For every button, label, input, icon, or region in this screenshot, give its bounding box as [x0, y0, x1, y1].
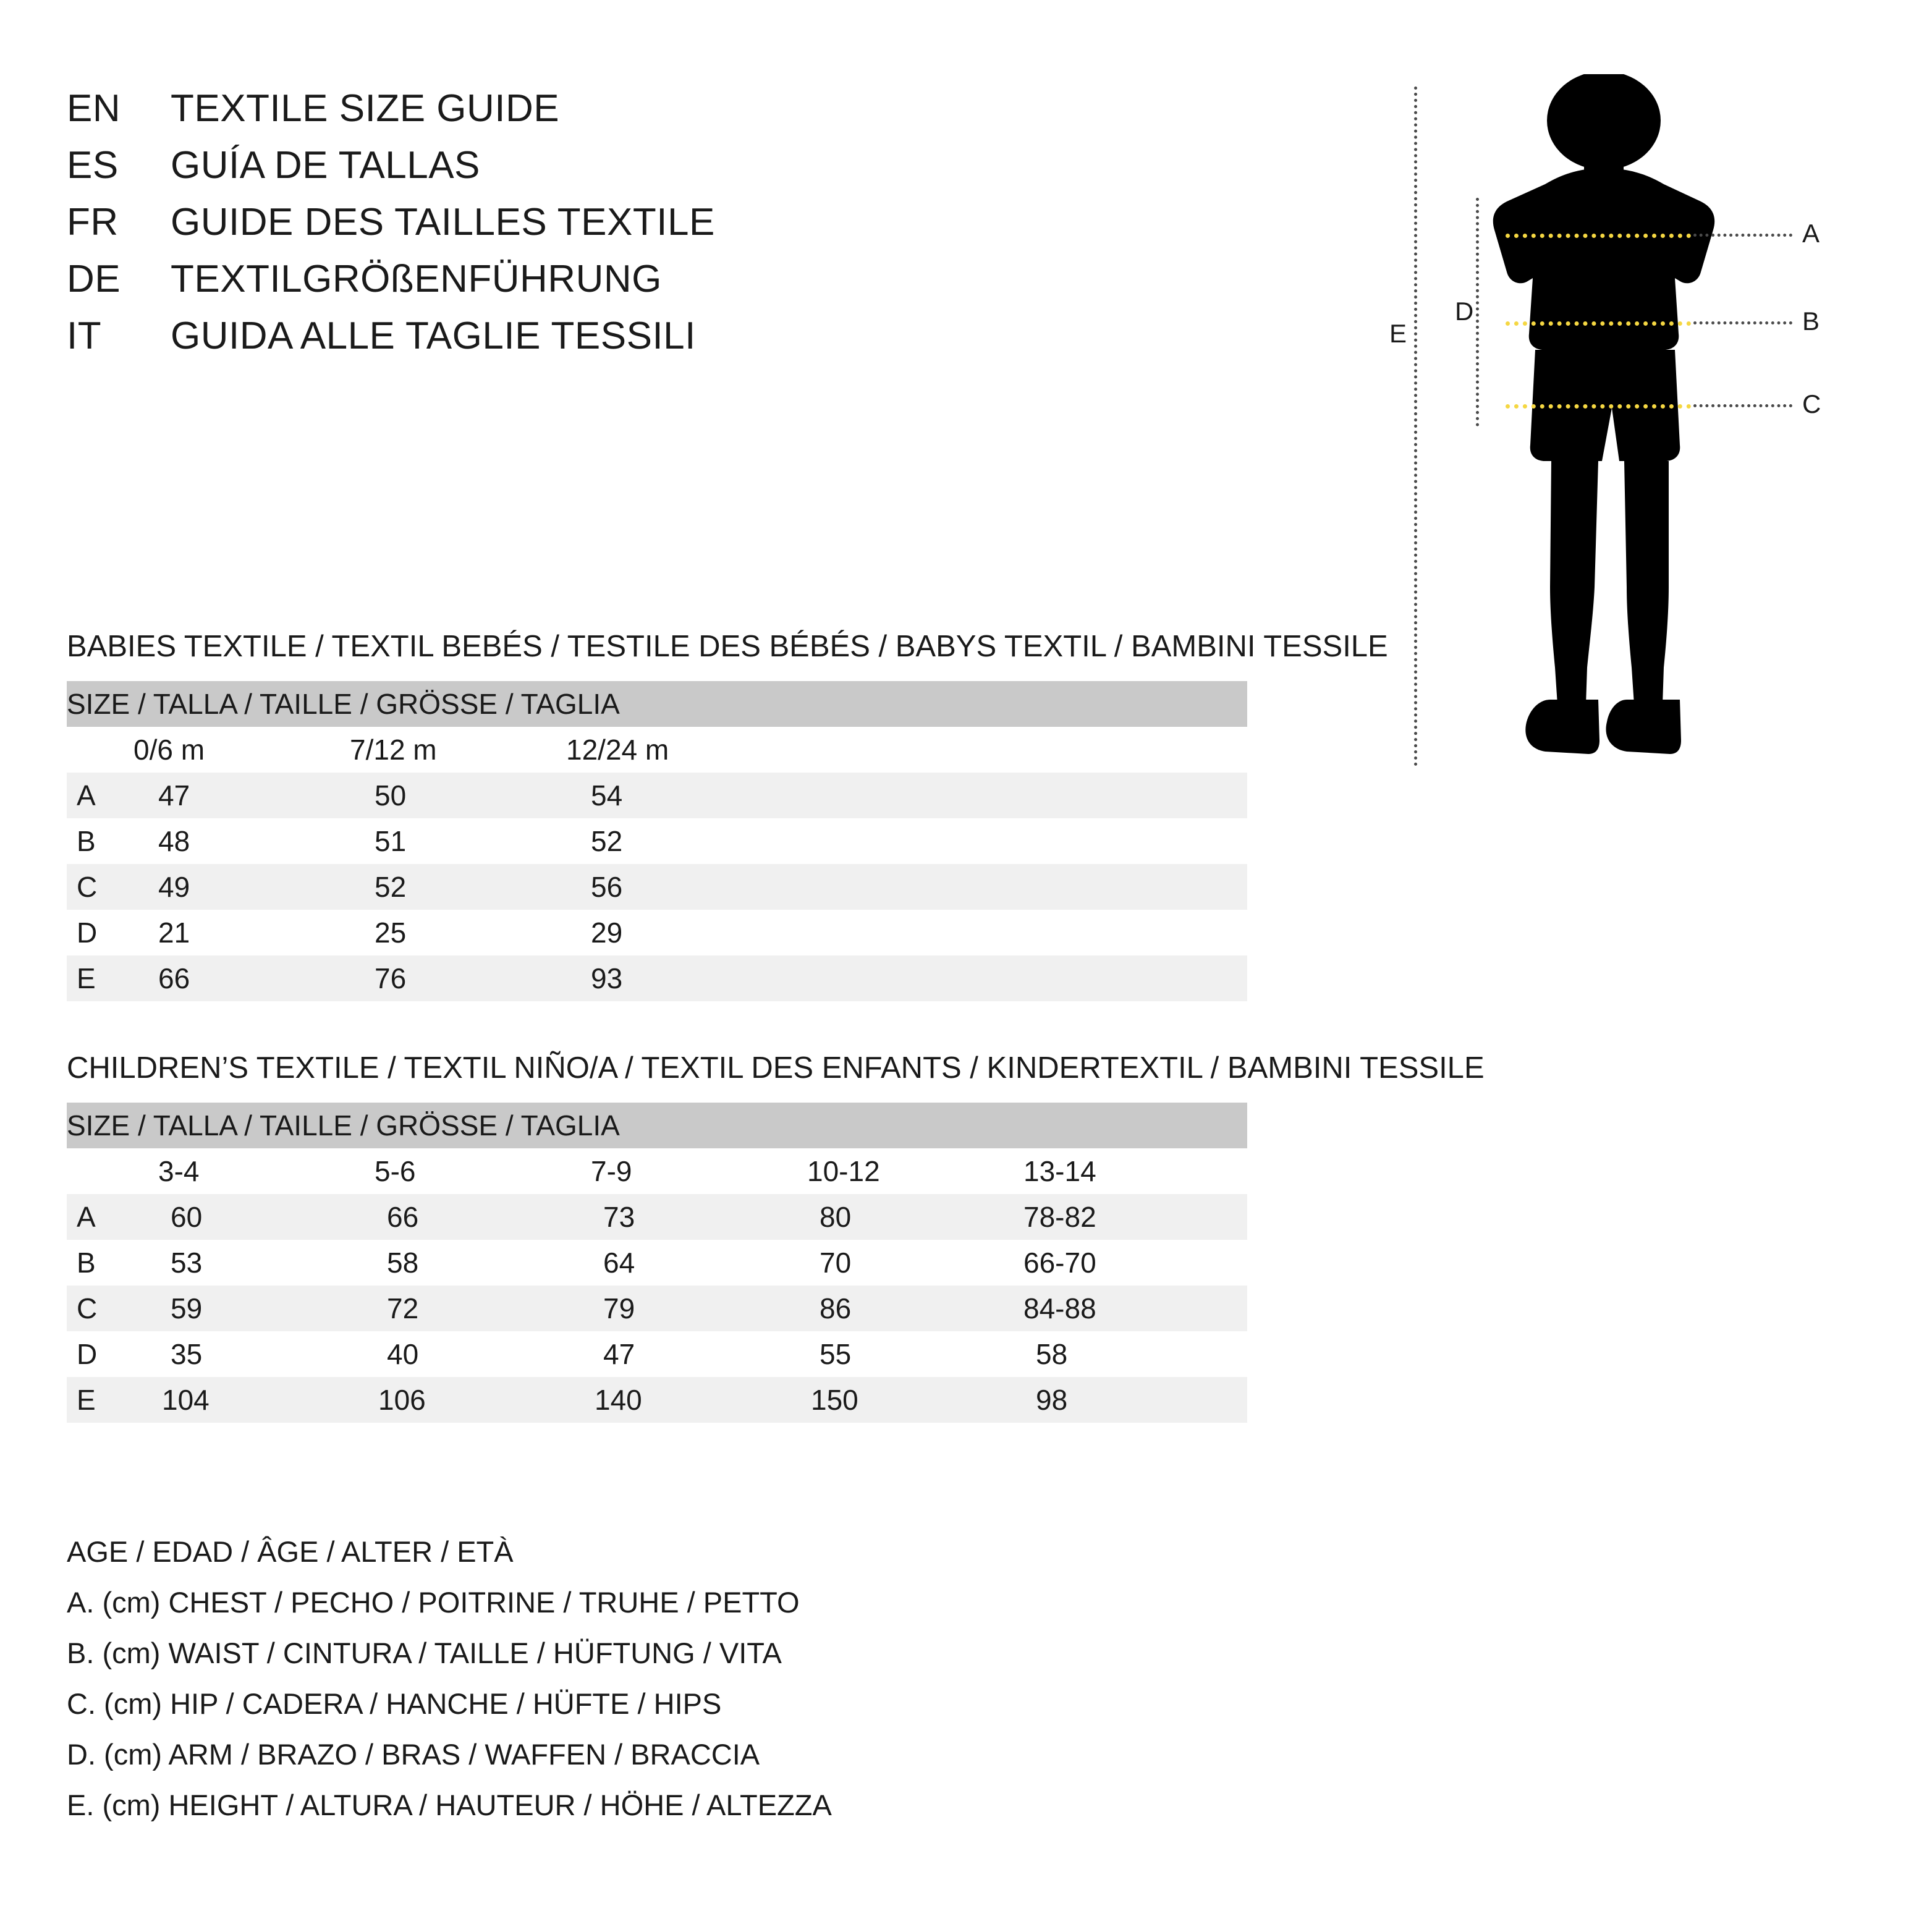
title-text-es: GUÍA DE TALLAS [171, 144, 480, 187]
title-row-fr [67, 200, 932, 257]
table-row [67, 864, 1247, 910]
babies-cell-d-spacer [775, 910, 1247, 955]
children-cell-d-0: 35 [126, 1331, 342, 1377]
title-lang-de: DE [67, 258, 121, 300]
children-cell-a-1: 66 [342, 1194, 559, 1240]
babies-col-spacer [775, 727, 1247, 773]
children-row-label-d: D [67, 1331, 126, 1377]
children-band-label: SIZE / TALLA / TAILLE / GRÖSSE / TAGLIA [67, 1103, 1247, 1148]
babies-cell-c-spacer [775, 864, 1247, 910]
table-band-row [67, 681, 1247, 727]
legend-age: AGE / EDAD / ÂGE / ALTER / ETÀ [67, 1535, 514, 1568]
children-row-label-a: A [67, 1194, 126, 1240]
children-col-1: 5-6 [342, 1148, 559, 1194]
title-row-en [67, 87, 932, 143]
babies-cell-d-0: 21 [126, 910, 342, 955]
title-row-es [67, 143, 932, 200]
babies-cell-d-2: 29 [559, 910, 775, 955]
title-text-en: TEXTILE SIZE GUIDE [171, 87, 560, 130]
table-row [67, 1286, 1247, 1331]
babies-cell-b-spacer [775, 818, 1247, 864]
children-cell-a-0: 60 [126, 1194, 342, 1240]
chest-measure-line [1506, 234, 1691, 238]
children-cell-a-4: 78-82 [991, 1194, 1247, 1240]
height-guide-line-e [1414, 87, 1417, 766]
table-row [67, 1194, 1247, 1240]
title-lang-it: IT [67, 315, 102, 357]
babies-cell-a-1: 50 [342, 773, 559, 818]
children-cell-b-0: 53 [126, 1240, 342, 1286]
legend-block [67, 1527, 1179, 1831]
table-row [67, 1240, 1247, 1286]
babies-cell-d-1: 25 [342, 910, 559, 955]
children-cell-b-2: 64 [559, 1240, 775, 1286]
children-cell-e-0: 104 [126, 1377, 342, 1423]
children-cell-d-3: 55 [775, 1331, 991, 1377]
table-header-row [67, 727, 1247, 773]
legend-chest: A. (cm) CHEST / PECHO / POITRINE / TRUHE / PETTO [67, 1586, 800, 1619]
babies-size-table [67, 681, 1247, 1001]
children-cell-c-3: 86 [775, 1286, 991, 1331]
title-text-it: GUIDA ALLE TAGLIE TESSILI [171, 315, 696, 357]
babies-col-0: 0/6 m [126, 727, 342, 773]
figure-label-c: C [1802, 389, 1821, 418]
babies-cell-b-2: 52 [559, 818, 775, 864]
header-corner [67, 727, 126, 773]
babies-cell-b-0: 48 [126, 818, 342, 864]
babies-cell-a-0: 47 [126, 773, 342, 818]
children-cell-d-4: 58 [991, 1331, 1247, 1377]
babies-col-1: 7/12 m [342, 727, 559, 773]
children-cell-c-1: 72 [342, 1286, 559, 1331]
babies-row-label-e: E [67, 955, 126, 1001]
babies-col-2: 12/24 m [559, 727, 775, 773]
children-heading: CHILDREN’S TEXTILE / TEXTIL NIÑO/A / TEXTIL DES ENFANTS / KINDERTEXTIL / BAMBINI TESSILE [67, 1051, 1485, 1085]
children-cell-e-3: 150 [775, 1377, 991, 1423]
babies-section [67, 629, 1388, 1001]
table-row [67, 1331, 1247, 1377]
children-cell-a-2: 73 [559, 1194, 775, 1240]
children-row-label-c: C [67, 1286, 126, 1331]
children-col-0: 3-4 [126, 1148, 342, 1194]
title-text-de: TEXTILGRÖßENFÜHRUNG [171, 258, 662, 300]
children-row-label-e: E [67, 1377, 126, 1423]
babies-cell-c-2: 56 [559, 864, 775, 910]
children-cell-a-3: 80 [775, 1194, 991, 1240]
children-cell-e-2: 140 [559, 1377, 775, 1423]
babies-cell-e-spacer [775, 955, 1247, 1001]
legend-arm: D. (cm) ARM / BRAZO / BRAS / WAFFEN / BRACCIA [67, 1738, 760, 1771]
table-band-row [67, 1103, 1247, 1148]
table-row [67, 1377, 1247, 1423]
measurement-diagram [1384, 74, 1879, 766]
figure-label-e: E [1389, 319, 1407, 348]
title-block [67, 87, 932, 371]
table-row [67, 955, 1247, 1001]
legend-height: E. (cm) HEIGHT / ALTURA / HAUTEUR / HÖHE / ALTEZZA [67, 1789, 832, 1821]
legend-hip: C. (cm) HIP / CADERA / HANCHE / HÜFTE / HIPS [67, 1687, 722, 1720]
legend-waist: B. (cm) WAIST / CINTURA / TAILLE / HÜFTUNG / VITA [67, 1637, 782, 1669]
children-cell-d-1: 40 [342, 1331, 559, 1377]
children-col-2: 7-9 [559, 1148, 775, 1194]
children-cell-b-4: 66-70 [991, 1240, 1247, 1286]
babies-cell-e-2: 93 [559, 955, 775, 1001]
table-row [67, 773, 1247, 818]
children-cell-c-0: 59 [126, 1286, 342, 1331]
hip-leader-line [1693, 404, 1792, 407]
header-corner [67, 1148, 126, 1194]
babies-cell-e-0: 66 [126, 955, 342, 1001]
figure-label-d: D [1455, 297, 1474, 326]
children-cell-b-1: 58 [342, 1240, 559, 1286]
title-lang-en: EN [67, 87, 121, 130]
babies-cell-c-1: 52 [342, 864, 559, 910]
children-section [67, 1051, 1485, 1423]
babies-cell-a-spacer [775, 773, 1247, 818]
babies-cell-a-2: 54 [559, 773, 775, 818]
title-row-de [67, 257, 932, 314]
babies-cell-e-1: 76 [342, 955, 559, 1001]
table-row [67, 910, 1247, 955]
children-row-label-b: B [67, 1240, 126, 1286]
table-row [67, 818, 1247, 864]
children-col-3: 10-12 [775, 1148, 991, 1194]
children-cell-e-1: 106 [342, 1377, 559, 1423]
babies-row-label-d: D [67, 910, 126, 955]
waist-leader-line [1693, 321, 1792, 324]
hip-measure-line [1506, 404, 1691, 409]
table-header-row [67, 1148, 1247, 1194]
babies-heading: BABIES TEXTILE / TEXTIL BEBÉS / TESTILE DES BÉBÉS / BABYS TEXTIL / BAMBINI TESSILE [67, 630, 1388, 663]
title-text-fr: GUIDE DES TAILLES TEXTILE [171, 201, 715, 244]
children-cell-e-4: 98 [991, 1377, 1247, 1423]
children-cell-b-3: 70 [775, 1240, 991, 1286]
babies-band-label: SIZE / TALLA / TAILLE / GRÖSSE / TAGLIA [67, 681, 1247, 727]
children-cell-c-4: 84-88 [991, 1286, 1247, 1331]
babies-row-label-b: B [67, 818, 126, 864]
children-col-4: 13-14 [991, 1148, 1247, 1194]
title-lang-es: ES [67, 144, 119, 187]
babies-cell-b-1: 51 [342, 818, 559, 864]
figure-label-b: B [1802, 307, 1820, 336]
children-size-table [67, 1103, 1247, 1423]
babies-row-label-c: C [67, 864, 126, 910]
child-silhouette-icon [1471, 74, 1792, 773]
figure-label-a: A [1802, 219, 1820, 248]
chest-leader-line [1693, 234, 1792, 237]
title-row-it [67, 314, 932, 371]
waist-measure-line [1506, 321, 1691, 326]
title-lang-fr: FR [67, 201, 119, 244]
babies-row-label-a: A [67, 773, 126, 818]
children-cell-c-2: 79 [559, 1286, 775, 1331]
children-cell-d-2: 47 [559, 1331, 775, 1377]
babies-cell-c-0: 49 [126, 864, 342, 910]
